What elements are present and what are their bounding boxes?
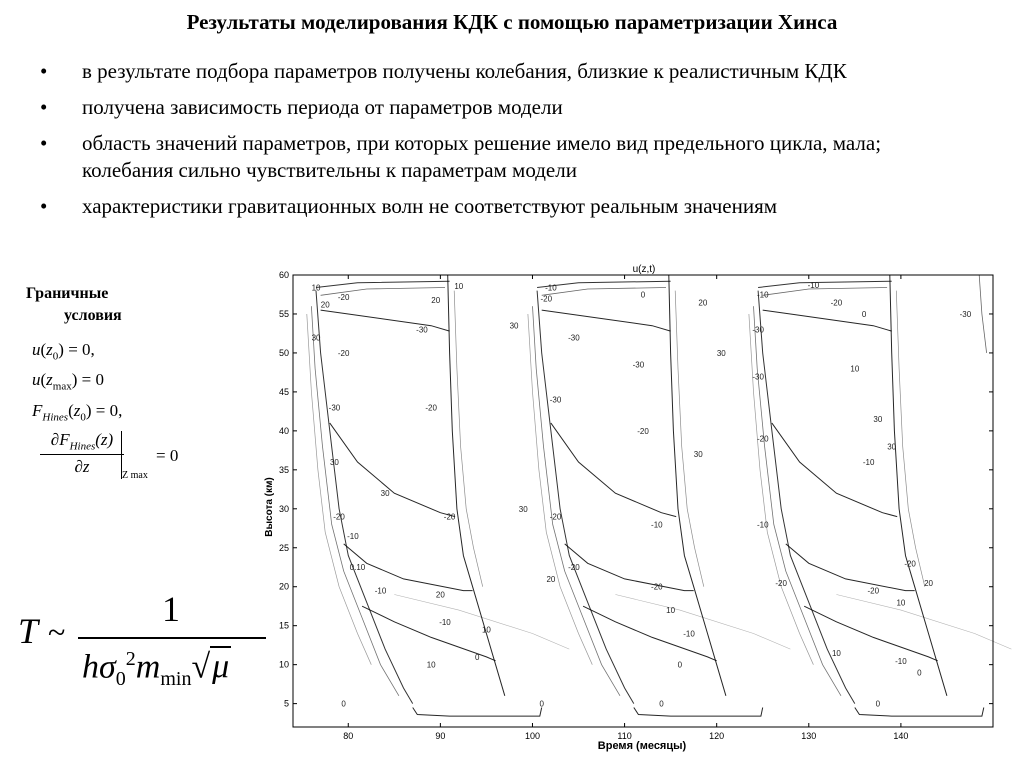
x-tick-label: 130: [801, 731, 817, 741]
bullet-text: характеристики гравитационных волн не соответствуют реальным значениям: [82, 194, 778, 218]
x-tick-label: 110: [617, 731, 632, 741]
contour-label: -10: [347, 532, 359, 542]
y-tick-label: 5: [283, 698, 289, 709]
contour-label: 10: [850, 364, 860, 374]
contour-label: 20: [546, 574, 556, 584]
evaluation-subscript: Z max: [122, 470, 148, 481]
boundary-title-line1: Граничные: [26, 285, 109, 302]
formula-tilde: ~: [48, 614, 66, 650]
bullet-dot: •: [40, 194, 48, 218]
y-tick-label: 50: [278, 347, 289, 358]
contour-label: -20: [425, 403, 437, 413]
contour-line: [855, 708, 984, 717]
contour-label: 30: [716, 348, 726, 358]
bullet-list: [36, 58, 976, 229]
boundary-conditions-title: [26, 283, 156, 327]
y-tick-label: 60: [278, 270, 289, 280]
contour-label: -30: [328, 403, 341, 413]
contour-line: [754, 306, 842, 696]
contour-label: 10: [454, 281, 464, 291]
contour-label: 30: [518, 504, 528, 514]
contour-label: 0: [917, 668, 922, 678]
formula-fraction-line: [78, 637, 266, 639]
contour-label: -30: [752, 325, 764, 335]
contour-label: 10: [896, 598, 906, 608]
contour-line: [804, 606, 938, 661]
contour-chart: [262, 262, 1022, 762]
contour-line: [394, 595, 569, 650]
contour-label: 10: [666, 606, 676, 616]
contour-label: 10: [426, 660, 436, 670]
contour-line: [749, 314, 814, 665]
contour-label: -10: [545, 283, 557, 293]
bullet-text: в результате подбора параметров получены колебания, близкие к реалистичным КДК: [82, 59, 847, 83]
contour-label: -30: [632, 360, 645, 370]
contour-label: -20: [756, 434, 769, 444]
contour-label: 10: [831, 648, 841, 658]
contour-label: 0.10: [349, 563, 366, 573]
contour-label: 30: [873, 415, 883, 425]
contour-line: [763, 288, 887, 296]
equation-derivative: $\partial F_{Hines}(z)$ ∂z: [40, 430, 124, 477]
contour-label: 20: [435, 590, 445, 600]
contour-line: [330, 423, 455, 516]
contour-label: -20: [568, 563, 580, 573]
contour-label: -20: [904, 559, 916, 569]
contour-line: [542, 288, 666, 296]
contour-line: [316, 281, 450, 287]
contour-line: [316, 291, 413, 704]
y-tick-label: 25: [278, 542, 289, 553]
contour-line: [979, 275, 986, 353]
contour-line: [615, 595, 790, 650]
formula-period-t: T: [18, 611, 39, 651]
slide-title: Результаты моделирования КДК с помощью параметризации Хинса: [186, 10, 838, 34]
bullet-dot: •: [40, 95, 48, 119]
contour-line: [565, 544, 694, 591]
contour-label: 10: [481, 625, 491, 635]
contour-label: 30: [693, 450, 703, 460]
contour-label: -20: [651, 582, 663, 592]
contour-label: -20: [443, 512, 456, 522]
x-tick-label: 120: [709, 731, 725, 741]
contour-line: [786, 544, 915, 591]
contour-line: [675, 291, 704, 587]
contour-label: -10: [862, 458, 875, 468]
chart-title: u(z,t): [632, 264, 656, 275]
equation-u-zmax: $u(z_{max}) = 0$: [32, 370, 104, 393]
contour-label: -10: [807, 281, 820, 291]
x-tick-label: 140: [893, 731, 909, 741]
contour-label: -10: [683, 629, 695, 639]
contour-label: 20: [431, 295, 441, 305]
contour-label: 20: [320, 300, 330, 310]
plot-frame: [293, 275, 993, 727]
contour-line: [583, 606, 717, 661]
contour-line: [454, 291, 483, 587]
contour-label: 0: [861, 309, 867, 319]
x-tick-label: 100: [524, 731, 540, 741]
contour-line: [836, 595, 1011, 650]
formula-denominator: $h\sigma_0^2m_{min}√\mu$: [82, 648, 230, 691]
y-tick-label: 30: [278, 503, 289, 514]
bullet-text: область значений параметров, при которых решение имело вид предельного цикла, мала; колебания сильно чувствительны к параметрам модели: [82, 131, 882, 182]
y-tick-label: 55: [278, 308, 289, 319]
contour-line: [311, 306, 399, 696]
contour-line: [772, 423, 897, 516]
bullet-dot: •: [40, 131, 48, 155]
y-tick-label: 40: [278, 425, 289, 436]
contour-label: -20: [549, 512, 562, 522]
axis-ticks: [279, 270, 993, 741]
contour-label: 30: [887, 442, 897, 452]
bullet-item: [36, 58, 976, 85]
y-tick-label: 45: [278, 386, 289, 397]
contour-label: 30: [380, 489, 390, 499]
contour-label: 0: [640, 290, 646, 300]
bullet-item: [36, 94, 976, 121]
bullet-text: получена зависимость периода от параметров модели: [82, 95, 563, 119]
contour-label: -20: [337, 292, 350, 302]
bullet-item: [36, 193, 976, 220]
contour-label: -30: [549, 395, 562, 405]
bullet-item: [36, 130, 976, 184]
y-tick-label: 20: [278, 581, 289, 592]
contour-line: [321, 310, 450, 331]
contour-label: -20: [637, 426, 649, 436]
contour-label: 20: [698, 298, 708, 308]
contour-label: -20: [540, 294, 553, 304]
contour-line: [528, 314, 592, 665]
contour-line: [537, 281, 671, 287]
contour-line: [533, 306, 621, 696]
contour-label: 0: [474, 652, 480, 662]
contour-label: -10: [651, 520, 663, 530]
plot-border: [293, 275, 993, 727]
contour-label: -10: [895, 656, 907, 666]
contour-label: 20: [924, 578, 933, 588]
evaluation-equals: = 0: [156, 446, 179, 465]
contour-label: -10: [439, 617, 451, 627]
contour-label: -20: [830, 298, 843, 308]
contour-label: 0: [875, 699, 881, 709]
contour-label: 0: [677, 660, 683, 670]
contour-label: 0: [659, 699, 664, 709]
contour-label: -30: [568, 333, 580, 343]
contour-label: -20: [867, 586, 880, 596]
contour-line: [896, 291, 925, 587]
contour-label: -30: [752, 372, 764, 382]
contour-line: [669, 275, 726, 696]
contour-line: [763, 310, 892, 331]
contour-label: 0: [539, 699, 544, 709]
contour-lines: [307, 275, 1012, 716]
x-tick-label: 90: [435, 731, 446, 741]
contour-line: [634, 708, 763, 717]
contour-line: [413, 708, 542, 717]
contour-label: -10: [756, 290, 769, 300]
y-tick-label: 15: [278, 620, 289, 631]
contour-line: [448, 275, 505, 696]
equation-f-hines: $F_{Hines}(z_0) = 0$,: [32, 401, 123, 424]
y-axis-label: Высота (км): [264, 477, 275, 537]
contour-label: -20: [775, 578, 787, 588]
x-axis-label: Время (месяцы): [597, 740, 687, 752]
contour-label: 30: [509, 321, 519, 331]
contour-line: [890, 275, 947, 696]
bullet-dot: •: [40, 59, 48, 83]
y-tick-label: 35: [278, 464, 289, 475]
formula-numerator: 1: [162, 589, 180, 629]
contour-line: [551, 423, 676, 516]
contour-label: -30: [959, 309, 972, 319]
contour-labels: [312, 281, 972, 708]
y-tick-label: 10: [278, 659, 289, 670]
contour-label: -10: [756, 520, 769, 530]
boundary-title-line2: условия: [64, 307, 122, 324]
contour-label: 10: [311, 283, 321, 293]
contour-label: 0: [341, 699, 346, 709]
contour-line: [542, 310, 671, 331]
equation-u-z0: $u(z_0) = 0$,: [32, 340, 95, 363]
x-tick-label: 80: [343, 731, 354, 741]
contour-line: [307, 314, 372, 665]
contour-label: -20: [333, 512, 345, 522]
contour-label: 30: [329, 458, 339, 468]
contour-line: [758, 281, 892, 287]
contour-label: -10: [374, 586, 387, 596]
contour-label: 30: [311, 333, 321, 343]
contour-label: -30: [416, 325, 428, 335]
contour-label: -20: [337, 348, 350, 358]
